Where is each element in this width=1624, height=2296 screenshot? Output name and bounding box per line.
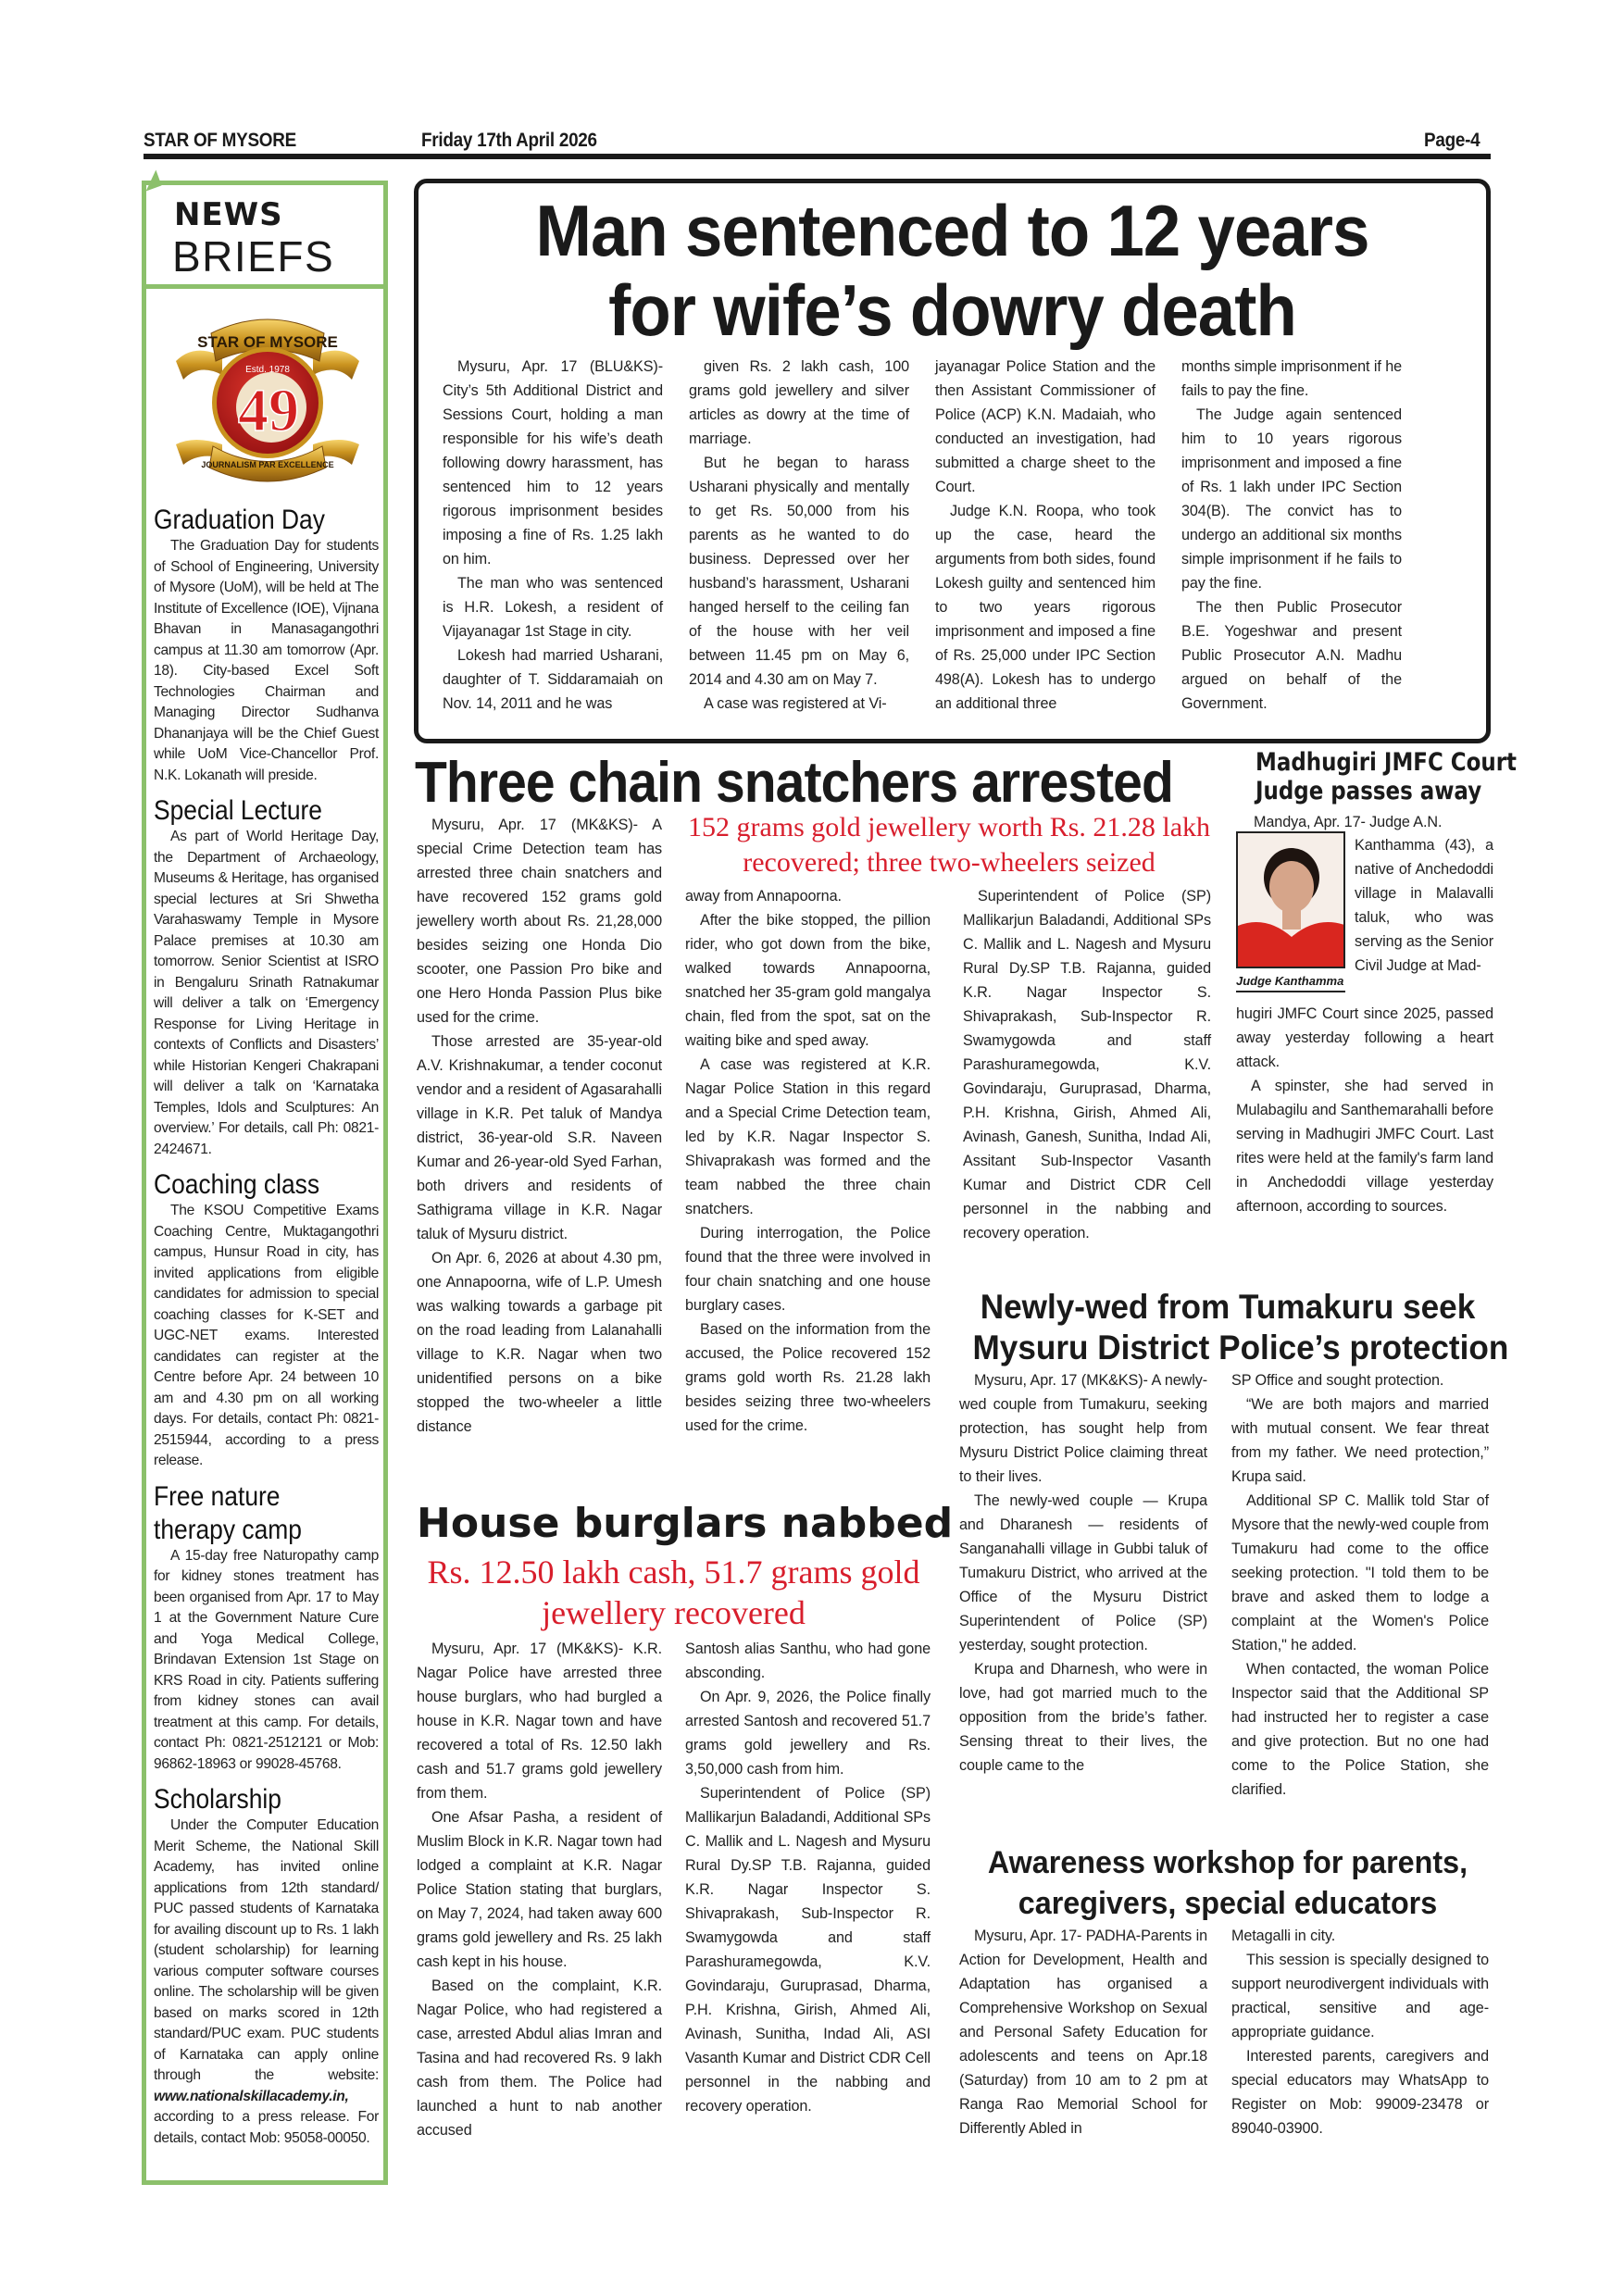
briefs-list — [154, 495, 379, 2149]
burglars-headline: House burglars nabbed — [417, 1500, 954, 1547]
newlywed-article-col-1: Mysuru, Apr. 17 (MK&KS)- A newly-wed couple from Tumakuru, seeking protection, has sought help from Mysuru District Police claiming threat to their lives. The newly-wed couple — Krupa and Dharanesh — residents of Sanganahalli village in Gubbi taluk of Tumakuru District, who arrived at the Office of the Mysuru District Superintendent of Police (SP) yesterday, sought protection. Krupa and Dharnesh, who were in love, had got married much to the opposition from the bride’s father. Sensing threat to their lives, the couple came to the — [959, 1372, 1207, 1774]
chain-article-col-3: Superintendent of Police (SP) Mallikarjun Baladandi, Additional SPs C. Mallik and L. Nagesh and Mysuru Rural Dy.SP T.B. Rajanna, guided K.R. Nagar Inspector S. Shivaprakash, Sub-Inspector R. Swamygowda and staff Parashuramegowda, K.V. Govindaraju, Guruprasad, Dharma, P.H. Krishna, Girish, Ahmed Ali, Avinash, Ganesh, Sunitha, Indad Ali, Assitant Sub-Inspector Vasanth Kumar and District CDR Cell personnel in the nabbing and recovery operation. — [963, 888, 1211, 1242]
brief-title: Special Lecture — [154, 795, 322, 826]
judge-text-beside-photo: Kanthamma (43), a native of Anchedoddi village in Malavalli taluk, who was serving as the Senior Civil Judge at Mad- — [1355, 837, 1493, 974]
brief-scholarship — [154, 1784, 379, 2149]
page-number: Page-4 — [1424, 130, 1480, 151]
chain-snatchers-headline: Three chain snatchers arrested — [415, 751, 1173, 815]
brief-text: The Graduation Day for students of School of Engineering, University of Mysore (UoM), will be held at The Institute of Excellence (IOE), Vijnana Bhavan in Manasagangothri campus at 11.30 am tomorrow (Apr. 18). City-based Excel Soft Technologies Chairman and Managing Director Sudhanva Dhananjaya will be the Chief Guest while UoM Vice-Chancellor Prof. N.K. Lokanath will preside. — [154, 538, 379, 783]
judge-obituary-headline: Madhugiri JMFC Court Judge passes away — [1255, 748, 1518, 805]
star-of-mysore-49-logo-icon — [167, 306, 369, 491]
brief-free-nature-therapy-camp — [154, 1481, 379, 1776]
burglars-article-col-2: Santosh alias Santhu, who had gone absconding. On Apr. 9, 2026, the Police finally arrested Santosh and recovered 51.7 grams gold jewellery and Rs. 3,50,000 cash from him. Superintendent of Police (SP) Mallikarjun Baladandi, Additional SPs C. Mallik and L. Nagesh and Mysuru Rural Dy.SP T.B. Rajanna, guided K.R. Nagar Inspector S. Shivaprakash, Sub-Inspector R. Swamygowda and staff Parashuramegowda, K.V. Govindaraju, Guruprasad, Dharma, P.H. Krishna, Girish, Ahmed Ali, Avinash, Sunitha, Indad Ali, ASI Vasanth Kumar and District CDR Cell personnel in the nabbing and recovery operation. — [685, 1641, 931, 2115]
burglars-subhead: Rs. 12.50 lakh cash, 51.7 grams gold jewellery recovered — [427, 1554, 920, 1631]
article-column: given Rs. 2 lakh cash, 100 grams gold jewellery and silver articles as dowry at the time of marriage. But he began to harass Usharani physically and mentally to get Rs. 50,000 from his parents as he wanted to do business. Depressed over her husband’s harassment, Usharani hanged herself to the ceiling fan of the house with her veil between 11.45 pm on May 6, 2014 and 4.30 am on May 7. A case was registered at Vi- — [689, 358, 909, 712]
brief-title: Coaching class — [154, 1169, 320, 1200]
brief-coaching-class — [154, 1169, 379, 1472]
chain-article-col-1: Mysuru, Apr. 17 (MK&KS)- A special Crime Detection team has arrested three chain snatchers and have recovered 152 grams gold jewellery worth about Rs. 21,28,000 besides seizing one Honda Dio scooter, one Passion Pro bike and one Hero Honda Passion Plus bike used for the crime. Those arrested are 35-year-old A.V. Krishnakumar, a tender coconut vendor and a resident of Agasarahalli village in K.R. Pet taluk of Mandya district, 36-year-old S.R. Naveen Kumar and 26-year-old Syed Farhan, both drivers and residents of Sathigrama village in K.R. Nagar taluk of Mysuru district. On Apr. 6, 2026 at about 4.30 pm, one Annapoorna, wife of L.P. Umesh was walking towards a garbage pit on the road leading from Lalanahalli village to K.R. Nagar when two unidentified persons on a bike stopped the two-wheeler a little distance — [417, 817, 662, 1435]
article-column: Mysuru, Apr. 17 (BLU&KS)- City’s 5th Additional District and Sessions Court, holding a man responsible for his wife’s death following dowry harassment, has sentenced him to 12 years rigorous imprisonment besides imposing a fine of Rs. 1.25 lakh on him. The man who was sentenced is H.R. Lokesh, a resident of Vijayanagar 1st Stage in city. Lokesh had married Usharani, daughter of T. Siddaramaiah on Nov. 14, 2011 and he was — [443, 358, 663, 712]
brief-title: Graduation Day — [154, 505, 325, 535]
article-column: months simple imprisonment if he fails to pay the fine. The Judge again sentenced him to 10 years rigorous imprisonment and imposed a fine of Rs. 1 lakh under IPC Section 304(B). The convict has to undergo an additional six months simple imprisonment if he fails to pay the fine. The then Public Prosecutor B.E. Yogeshwar and present Public Prosecutor A.N. Madhu argued on behalf of the Government. — [1181, 358, 1402, 712]
newlywed-headline: Newly-wed from Tumakuru seek Mysuru District Police’s protection — [972, 1288, 1509, 1366]
svg-text:Estd. 1978: Estd. 1978 — [245, 365, 290, 375]
burglars-article-col-1: Mysuru, Apr. 17 (MK&KS)- K.R. Nagar Police have arrested three house burglars, who had burgled a house in K.R. Nagar town and have recovered a total of Rs. 12.50 lakh cash and 51.7 grams gold jewellery from them. One Afsar Pasha, a resident of Muslim Block in K.R. Nagar town had lodged a complaint at K.R. Nagar Police Station stating that burglars, on May 7, 2024, had taken away 600 grams gold jewellery and Rs. 25 lakh cash kept in his house. Based on the complaint, K.R. Nagar Police, who had registered a case, arrested Abdul alias Imran and Tasina and had recovered Rs. 9 lakh cash from them. The Police had launched a hunt to nab another accused — [417, 1641, 662, 2139]
article-column: jayanagar Police Station and the then Assistant Commissioner of Police (ACP) K.N. Madaiah, who conducted an investigation, had submitted a charge sheet to the Court. Judge K.N. Roopa, who took up the case, heard the arguments from both sides, found Lokesh guilty and sentenced him to two years rigorous imprisonment and imposed a fine of Rs. 25,000 under IPC Section 498(A). Lokesh has to undergo an additional three — [935, 358, 1156, 712]
svg-text:49: 49 — [238, 377, 299, 444]
svg-text:STAR OF MYSORE: STAR OF MYSORE — [197, 333, 338, 351]
judge-dateline: Mandya, Apr. 17- Judge A.N. — [1254, 814, 1443, 830]
lead-headline: Man sentenced to 12 years for wife’s dowry death — [535, 190, 1369, 351]
masthead-rule — [144, 154, 1491, 159]
news-briefs-header — [146, 185, 383, 289]
judge-article-body: hugiri JMFC Court since 2025, passed away yesterday following a heart attack. A spinster, she had served in Mulabagilu and Santhemarahalli before serving in Madhugiri JMFC Court. Last rites were held at the family's farm land in Anchedoddi village yesterday afternoon, according to sources. — [1236, 1005, 1493, 1215]
issue-date: Friday 17th April 2026 — [421, 130, 597, 151]
briefs-label: BRIEFS — [172, 232, 335, 281]
lead-article-dowry-death — [414, 179, 1491, 743]
workshop-headline: Awareness workshop for parents, caregivers, special educators — [987, 1845, 1468, 1921]
newlywed-article-col-2: SP Office and sought protection. “We are both majors and married with mutual consent. We fear threat from my father. We need protection,” Krupa said. Additional SP C. Mallik told Star of Mysore that the newly-wed couple from Tumakuru had come to the office seeking protection. "I told them to be brave and asked them to lodge a complaint at the Women's Police Station," he added. When contacted, the woman Police Inspector said that the Additional SP had instructed her to register a case and give protection. But no one had come to the Police Station, she clarified. — [1231, 1372, 1489, 1798]
brief-special-lecture — [154, 795, 379, 1160]
paper-name: STAR OF MYSORE — [144, 130, 296, 151]
judge-kanthamma-photo — [1236, 831, 1345, 968]
workshop-article-col-2: Metagalli in city. This session is specially designed to support neurodivergent individuals with practical, sensitive and age-appropriate guidance. Interested parents, caregivers and special educators may WhatsApp to Register on Mob: 99009-23478 or 89040-03900. — [1231, 1928, 1489, 2137]
brief-title-line1: Free nature — [154, 1480, 281, 1512]
workshop-article-col-1: Mysuru, Apr. 17- PADHA-Parents in Action for Development, Health and Adaptation has organised a Comprehensive Workshop on Sexual and Personal Safety Education for adolescents and teens on Apr.18 (Saturday) from 10 am to 2 pm at Ranga Rao Memorial School for Differently Abled in — [959, 1928, 1207, 2137]
chain-snatchers-subhead: 152 grams gold jewellery worth Rs. 21.28 lakh recovered; three two-wheelers seized — [687, 812, 1211, 878]
lead-article-body — [443, 355, 1402, 716]
portrait-icon — [1238, 833, 1345, 968]
brief-title: Scholarship — [154, 1784, 281, 1815]
photo-caption: Judge Kanthamma — [1236, 974, 1345, 992]
svg-text:JOURNALISM PAR EXCELLENCE: JOURNALISM PAR EXCELLENCE — [201, 460, 334, 469]
chain-article-col-2: away from Annapoorna. After the bike stopped, the pillion rider, who got down from the bike, walked towards Annapoorna, snatched her 35-gram gold mangalya chain, fled from the spot, sat on the waiting bike and sped away. A case was registered at K.R. Nagar Police Station in this regard and a Special Crime Detection team, led by K.R. Nagar Inspector S. Shivaprakash was formed and the team nabbed the three chain snatchers. During interrogation, the Police found that the three were involved in four chain snatching and one house burglary cases. Based on the information from the accused, the Police recovered 152 grams gold worth Rs. 21.28 lakh besides seizing three two-wheelers used for the crime. — [685, 888, 931, 1434]
brief-title-line2: therapy camp — [154, 1514, 302, 1545]
brief-text: A 15-day free Naturopathy camp for kidney stones treatment has been organised from Apr. 17 to May 1 at the Government Nature Cure and Yoga Medical College, Brindavan Extension 1st Stage on KRS Road in city. Patients suffering from kidney stones can avail treatment at this camp. For details, contact Ph: 0821-2512121 or Mob: 96862-18963 or 99028-45768. — [154, 1547, 379, 1772]
brief-graduation-day — [154, 505, 379, 786]
news-briefs-sidebar — [142, 181, 388, 2185]
brief-text: The KSOU Competitive Exams Coaching Centre, Muktagangothri campus, Hunsur Road in city, has invited applications from eligible candidates for admission to special coaching classes for K-SET and UGC-NET exams. Interested candidates can register at the Centre before Apr. 24 between 10 am and 4.30 pm on all working days. For details, contact Ph: 0821-2515944, according to a press release. — [154, 1203, 379, 1468]
scholarship-website-link[interactable]: www.nationalskillacademy.in, — [154, 2088, 349, 2104]
brief-text: Under the Computer Education Merit Scheme, the National Skill Academy, has invited online applications from 12th standard/ PUC passed students of Karnataka for availing discount up to Rs. 1 lakh (student scholarship) for learning various computer software courses online. The scholarship will be given based on marks scored in 12th standard/PUC exam. PUC students of Karnataka can apply online through the website: www.nationalskillacademy.in, according to a press release. For details, contact Mob: 95058-00050. — [154, 1817, 379, 2146]
news-label: NEWS — [174, 196, 283, 233]
brief-text: As part of World Heritage Day, the Department of Archaeology, Museums & Heritage, has organised special lectures at Sri Shwetha Varahaswamy Temple in Mysore Palace premises at 10.30 am tomorrow. Senior Scientist at ISRO in Bengaluru Srinath Ratnakumar will deliver a talk on ‘Emergency Response for Living Heritage in contexts of Conflicts and Disasters’ while Historian Kengeri Chakrapani will deliver a talk on ‘Karnataka Temples, Idols and Sculptures: An overview.’ For details, call Ph: 0821-2424671. — [154, 829, 379, 1157]
